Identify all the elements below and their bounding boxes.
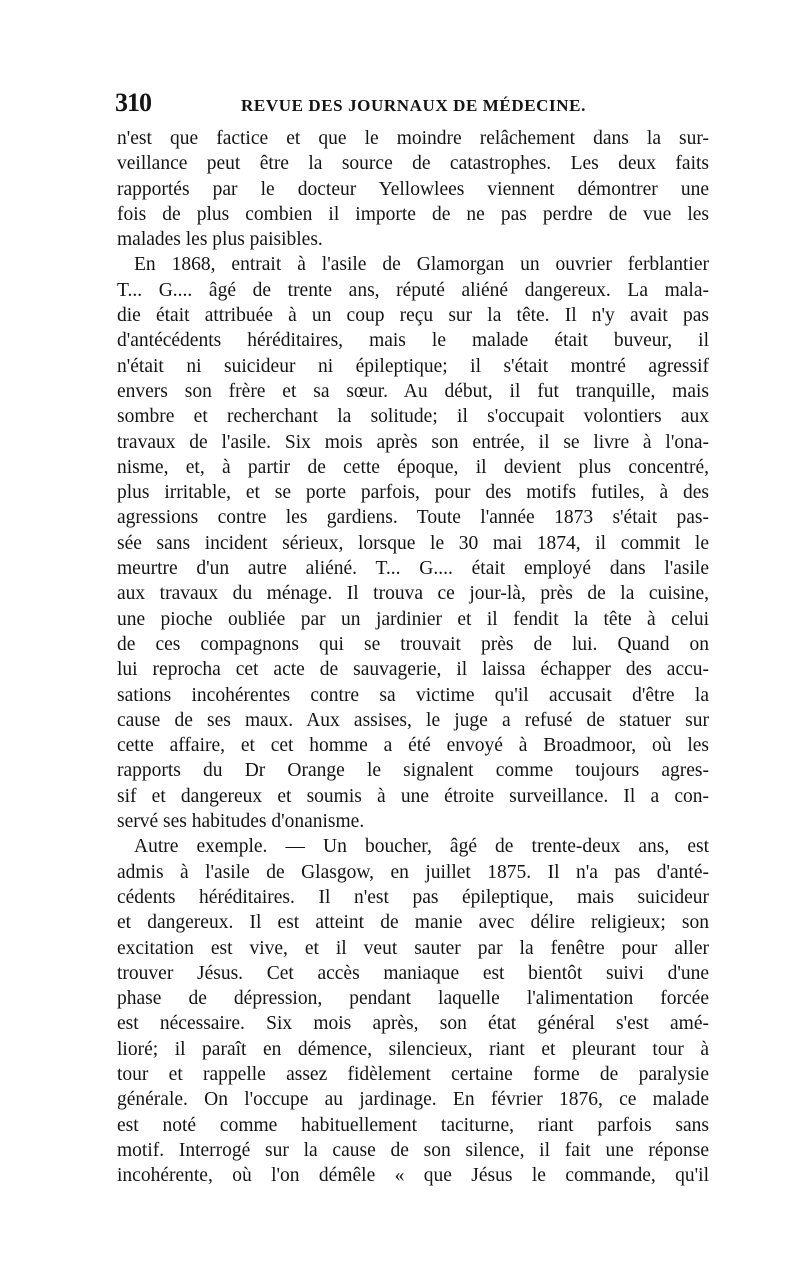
text-line: d'antécédents héréditaires, mais le malade était buveur, il (117, 330, 709, 352)
page-number: 310 (115, 88, 151, 117)
text-line: aux travaux du ménage. Il trouva ce jour-là, près de la cuisine, (117, 583, 709, 605)
text-line: cette affaire, et cet homme a été envoyé à Broadmoor, où les (117, 735, 709, 757)
text-line: une pioche oubliée par un jardinier et il fendit la tête à celui (117, 608, 709, 630)
text-line: lioré; il paraît en démence, silencieux, riant et pleurant tour à (117, 1038, 709, 1060)
text-line: est nécessaire. Six mois après, son état général s'est amé- (117, 1013, 709, 1035)
text-line: nisme, et, à partir de cette époque, il devient plus concentré, (117, 456, 709, 478)
text-line: sif et dangereux et soumis à une étroite surveillance. Il a con- (117, 785, 709, 807)
text-line: est noté comme habituellement taciturne, riant parfois sans (117, 1114, 709, 1136)
text-line: En 1868, entrait à l'asile de Glamorgan un ouvrier ferblantier (134, 254, 709, 276)
text-line: sombre et recherchant la solitude; il s'occupait volontiers aux (117, 406, 709, 428)
text-line: envers son frère et sa sœur. Au début, il fut tranquille, mais (117, 380, 709, 402)
text-line: cédents héréditaires. Il n'est pas épileptique, mais suicideur (117, 886, 709, 908)
text-line: sée sans incident sérieux, lorsque le 30 mai 1874, il commit le (117, 532, 709, 554)
text-line: phase de dépression, pendant laquelle l'alimentation forcée (117, 988, 709, 1010)
text-line: tour et rappelle assez fidèlement certaine forme de paralysie (117, 1063, 709, 1085)
text-line: sations incohérentes contre sa victime qu'il accusait d'être la (117, 684, 709, 706)
text-line: servé ses habitudes d'onanisme. (117, 811, 365, 833)
body-text (117, 126, 709, 1188)
text-line: de ces compagnons qui se trouvait près de lui. Quand on (117, 633, 709, 655)
text-line: agressions contre les gardiens. Toute l'année 1873 s'était pas- (117, 507, 709, 529)
text-line: n'était ni suicideur ni épileptique; il s'était montré agressif (117, 355, 709, 377)
text-line: n'est que factice et que le moindre relâchement dans la sur- (117, 128, 709, 149)
page-header (115, 88, 725, 124)
text-line: plus irritable, et se porte parfois, pour des motifs futiles, à des (117, 482, 709, 504)
text-line: motif. Interrogé sur la cause de son silence, il fait une réponse (117, 1139, 709, 1161)
text-line: trouver Jésus. Cet accès maniaque est bientôt suivi d'une (117, 962, 709, 984)
text-line: lui reprocha cet acte de sauvagerie, il laissa échapper des accu- (117, 659, 709, 681)
text-line: T... G.... âgé de trente ans, réputé aliéné dangereux. La mala- (117, 279, 709, 301)
text-line: générale. On l'occupe au jardinage. En février 1876, ce malade (117, 1089, 709, 1111)
text-line: meurtre d'un autre aliéné. T... G.... était employé dans l'asile (117, 558, 709, 580)
text-line: rapports du Dr Orange le signalent comme toujours agres- (117, 760, 709, 782)
running-title: REVUE DES JOURNAUX DE MÉDECINE. (241, 96, 586, 115)
text-line: veillance peut être la source de catastrophes. Les deux faits (117, 153, 709, 175)
text-line: incohérente, où l'on démêle « que Jésus le commande, qu'il (117, 1165, 709, 1187)
text-line: cause de ses maux. Aux assises, le juge a refusé de statuer sur (117, 709, 709, 731)
text-line: rapportés par le docteur Yellowlees viennent démontrer une (117, 178, 709, 200)
text-line: malades les plus paisibles. (117, 229, 323, 251)
text-line: admis à l'asile de Glasgow, en juillet 1875. Il n'a pas d'anté- (117, 861, 709, 883)
text-line: Autre exemple. — Un boucher, âgé de trente-deux ans, est (134, 836, 709, 858)
text-line: die était attribuée à un coup reçu sur la tête. Il n'y avait pas (117, 305, 709, 327)
text-line: et dangereux. Il est atteint de manie avec délire religieux; son (117, 912, 709, 934)
text-line: travaux de l'asile. Six mois après son entrée, il se livre à l'ona- (117, 431, 709, 453)
text-line: excitation est vive, et il veut sauter par la fenêtre pour aller (117, 937, 709, 959)
text-line: fois de plus combien il importe de ne pas perdre de vue les (117, 203, 709, 225)
